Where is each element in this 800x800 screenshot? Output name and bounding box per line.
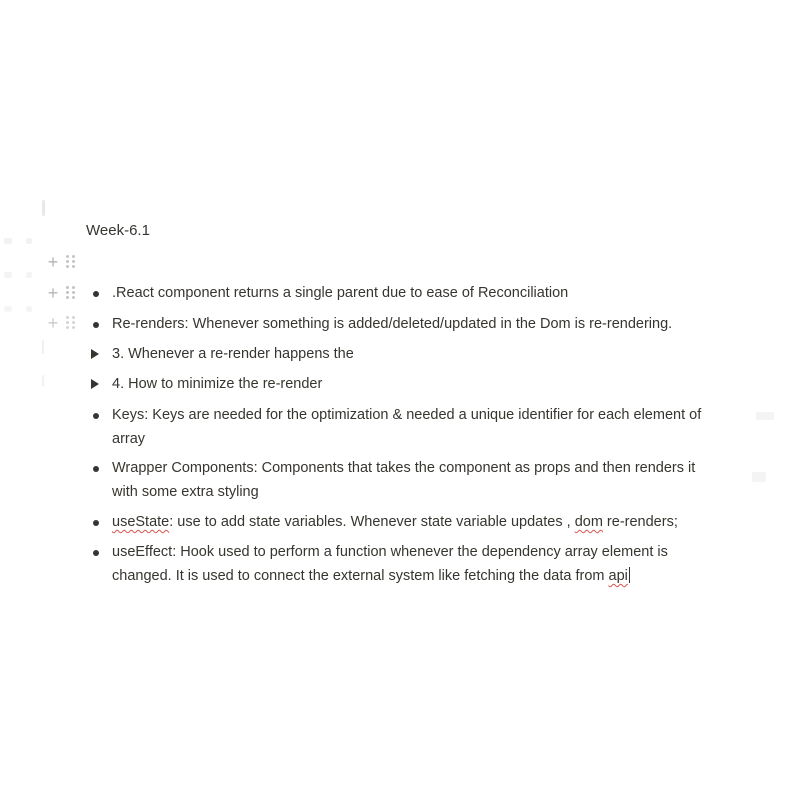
toggle-item-text[interactable]: 4. How to minimize the re-render bbox=[112, 376, 323, 392]
block-handles bbox=[46, 253, 76, 271]
bullet-icon bbox=[93, 520, 99, 526]
edge-artifact bbox=[26, 238, 32, 244]
bullet-icon bbox=[93, 550, 99, 556]
drag-handle-icon[interactable] bbox=[66, 255, 76, 269]
list-item-line: with some extra styling bbox=[112, 484, 259, 500]
bullet-icon bbox=[93, 466, 99, 472]
spellcheck-word: api bbox=[608, 568, 628, 584]
list-item[interactable] bbox=[90, 312, 750, 336]
toggle-item-text[interactable]: 3. Whenever a re-render happens the bbox=[112, 346, 354, 362]
list-item[interactable] bbox=[90, 456, 750, 504]
list-item-text[interactable]: Re-renders: Whenever something is added/deleted/updated in the Dom is re-rendering. bbox=[112, 316, 673, 332]
edge-artifact bbox=[756, 412, 774, 420]
drag-handle-icon[interactable] bbox=[66, 316, 76, 330]
edge-artifact bbox=[4, 238, 12, 244]
list-item-text[interactable] bbox=[112, 540, 750, 588]
plus-icon[interactable]: + bbox=[47, 283, 59, 303]
edge-artifact bbox=[42, 340, 44, 354]
block-handles bbox=[46, 314, 76, 332]
edge-artifact bbox=[42, 200, 45, 216]
list-item-text[interactable] bbox=[112, 510, 750, 534]
list-item-text[interactable] bbox=[112, 456, 750, 504]
bullet-icon bbox=[93, 322, 99, 328]
list-item-text[interactable] bbox=[112, 403, 750, 451]
bullet-icon bbox=[93, 413, 99, 419]
toggle-item[interactable] bbox=[90, 372, 750, 397]
list-item[interactable] bbox=[90, 540, 750, 588]
list-item[interactable] bbox=[90, 510, 750, 534]
list-item-line: Wrapper Components: Components that takes the component as props and then renders it bbox=[112, 460, 696, 476]
plus-icon[interactable]: + bbox=[47, 252, 59, 272]
toggle-triangle-icon[interactable] bbox=[91, 349, 99, 359]
page-title[interactable]: Week-6.1 bbox=[86, 222, 150, 239]
block-handles bbox=[46, 284, 76, 302]
list-item-line: Keys: Keys are needed for the optimization & needed a unique identifier for each element of bbox=[112, 407, 702, 423]
edge-artifact bbox=[4, 306, 12, 312]
list-item-line: useEffect: Hook used to perform a function whenever the dependency array element is bbox=[112, 544, 668, 560]
drag-handle-icon[interactable] bbox=[66, 286, 76, 300]
text-run: changed. It is used to connect the external system like fetching the data from bbox=[112, 568, 609, 584]
plus-icon[interactable]: + bbox=[47, 313, 59, 333]
list-item-text[interactable]: .React component returns a single parent due to ease of Reconciliation bbox=[112, 285, 569, 301]
text-cursor bbox=[629, 567, 630, 583]
edge-artifact bbox=[42, 375, 44, 387]
spellcheck-word: dom bbox=[574, 514, 603, 530]
spellcheck-word: useState bbox=[112, 514, 170, 530]
list-item-line: array bbox=[112, 431, 146, 447]
text-run: : use to add state variables. Whenever state variable updates , bbox=[169, 514, 575, 530]
edge-artifact bbox=[752, 472, 766, 482]
list-item[interactable] bbox=[90, 281, 750, 305]
list-item[interactable] bbox=[90, 403, 750, 451]
toggle-item[interactable] bbox=[90, 342, 750, 367]
edge-artifact bbox=[4, 272, 12, 278]
toggle-triangle-icon[interactable] bbox=[91, 379, 99, 389]
bullet-icon bbox=[93, 291, 99, 297]
text-run: re-renders; bbox=[602, 514, 678, 530]
edge-artifact bbox=[26, 272, 32, 278]
edge-artifact bbox=[26, 306, 32, 312]
